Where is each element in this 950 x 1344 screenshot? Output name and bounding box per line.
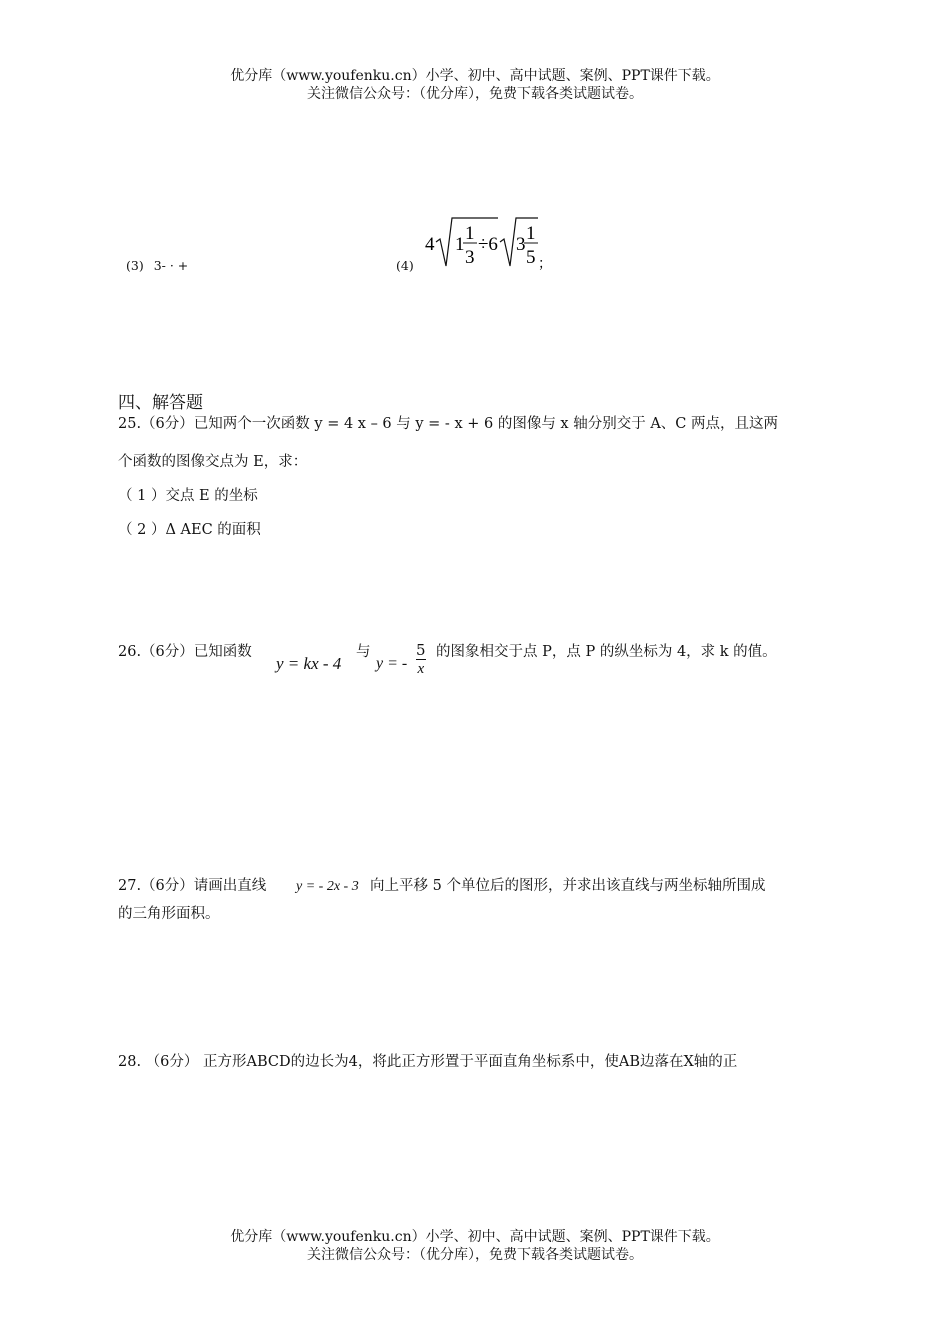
formula-end: ； [538, 257, 552, 272]
calc-item-4-formula [420, 210, 560, 274]
formula-num-2: 1 [526, 223, 536, 244]
q27-suffix: 向上平移 5 个单位后的图形，并求出该直线与两坐标轴所围成 [370, 878, 766, 894]
q27-eq: y = - 2x - 3 [296, 879, 359, 894]
q26-prefix: 26.（6分）已知函数 [118, 644, 252, 660]
q26-suffix: 的图象相交于点 P，点 P 的纵坐标为 4，求 k 的值。 [436, 644, 777, 660]
q27-line-2: 的三角形面积。 [118, 906, 220, 922]
q26-mid: 与 [356, 644, 371, 660]
formula-divide: ÷6 [478, 234, 498, 255]
footer-line-2: 关注微信公众号：（优分库），免费下载各类试题试卷。 [307, 1247, 643, 1263]
footer-line-1: 优分库（www.youfenku.cn）小学、初中、高中试题、案例、PPT课件下载。 [230, 1229, 720, 1245]
header-line-1: 优分库（www.youfenku.cn）小学、初中、高中试题、案例、PPT课件下载。 [230, 68, 720, 84]
q26-eq-2-left: y = - [376, 655, 408, 672]
section-title: 四、解答题 [118, 393, 203, 413]
q25-line-1: 25.（6分）已知两个一次函数 y = 4 x – 6 与 y = - x + 6 的图像与 x 轴分别交于 A、C 两点，且这两 [118, 416, 779, 432]
q26-eq-1: y = kx - 4 [276, 654, 342, 673]
q25-sub-2: （ 2 ）Δ AEC 的面积 [118, 522, 261, 538]
q26-eq-2-den: x [417, 661, 425, 677]
q26-eq-2-num: 5 [416, 641, 426, 659]
q28-line-1: 28. （6分） 正方形ABCD的边长为4，将此正方形置于平面直角坐标系中，使AB边落在X轴的正 [118, 1054, 738, 1070]
calc-item-4-label: (4) [396, 258, 414, 273]
formula-whole-1: 1 [455, 234, 465, 255]
formula-whole-2: 3 [516, 234, 526, 255]
q25-sub-1: （ 1 ）交点 E 的坐标 [118, 488, 258, 504]
calc-item-3 [126, 258, 188, 273]
calc-item-3-expression: 3- · + [153, 258, 189, 273]
formula-coef-1: 4 [425, 234, 435, 255]
calc-item-3-label: (3) [126, 258, 144, 273]
formula-den-1: 3 [465, 247, 475, 268]
q26-eq-2-fraction [416, 641, 426, 678]
formula-den-2: 5 [526, 247, 536, 268]
q25-line-2: 个函数的图像交点为 E，求： [118, 454, 308, 470]
header-line-2: 关注微信公众号：（优分库），免费下载各类试题试卷。 [307, 86, 643, 102]
formula-num-1: 1 [465, 223, 475, 244]
q27-prefix: 27.（6分）请画出直线 [118, 878, 267, 894]
